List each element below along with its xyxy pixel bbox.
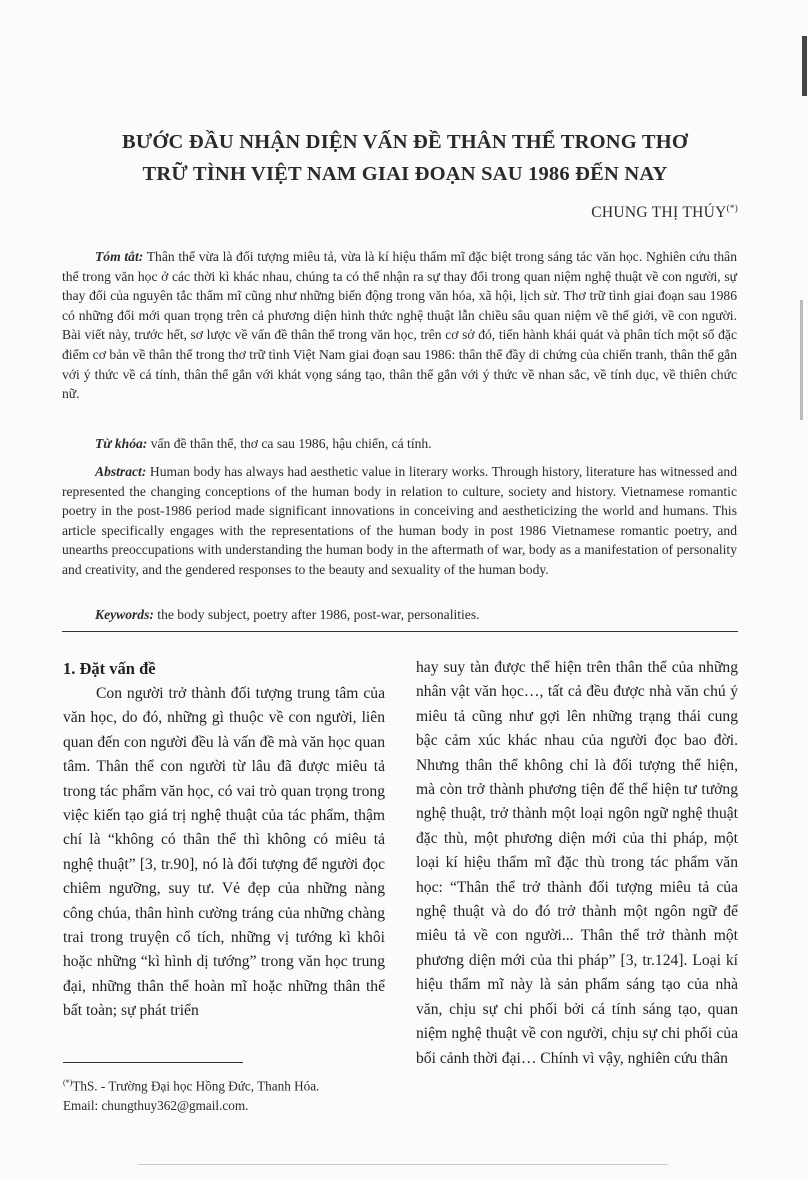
body-paragraph-left: Con người trở thành đối tượng trung tâm của văn học, do đó, những gì thuộc về con người, liên quan đến con người đều là vấn đề mà văn học quan tâm. Thân thể con người từ lâu đã được miêu tả trong tác phẩm văn học, có vai trò quan trọng trong việc kiến tạo giá trị nghệ thuật của tác phẩm, thậm chí là “không có thân thể thì không có miêu tả nghệ thuật” [3, tr.90], nó là đối tượng để người đọc chiêm ngưỡng, suy tư. Vẻ đẹp của những nàng công chúa, thân hình cường tráng của những chàng trai trong truyện cổ tích, những vị tướng kì khôi hoặc những “kì hình dị tướng” trong văn học trung đại, những thân thể hoàn mĩ hoặc những thân thể bất toàn; sự phát triển — [63, 685, 385, 1020]
scan-edge-shadow — [800, 300, 803, 420]
author-name: CHUNG THỊ THÚY — [591, 204, 727, 222]
section-heading: 1. Đặt vấn đề — [63, 659, 156, 678]
section-divider — [62, 631, 738, 632]
body-paragraph-right: hay suy tàn được thể hiện trên thân thể của những nhân vật văn học…, tất cả đều được nhà văn chú ý miêu tả cũng như gợi lên những trạng thái cung bậc cảm xúc khác nhau của người đọc bao đời. Nhưng thân thể không chỉ là đối tượng thể hiện, mà còn trở thành phương tiện để thể hiện tư tưởng nghệ thuật, trở thành một loại ngôn ngữ nghệ thuật đặc thù, một phương diện mới của thi pháp, một loại kí hiệu thẩm mĩ đặc thù trong tác phẩm văn học: “Thân thể trở thành đối tượng miêu tả của nghệ thuật và do đó trở thành một ngôn ngữ để miêu tả về con người... Thân thể trở thành một phương diện mới của thi pháp” [3, tr.124]. Loại kí hiệu thẩm mĩ này là sản phẩm sáng tạo của nhà văn, chịu sự chi phối bởi cá tính sáng tạo, quan niệm nghệ thuật về con người, chịu sự chi phối của bối cảnh thời đại… Chính vì vậy, nghiên cứu thân — [416, 659, 738, 1067]
footnote — [63, 1073, 393, 1115]
vn-keywords-text: vấn đề thân thể, thơ ca sau 1986, hậu chiến, cá tính. — [147, 436, 432, 451]
footnote-mark: (*) — [63, 1078, 73, 1087]
author-footnote-mark: (*) — [726, 203, 738, 213]
title-line-1: BƯỚC ĐẦU NHẬN DIỆN VẤN ĐỀ THÂN THỂ TRONG THƠ — [122, 131, 688, 153]
summary-label: Tóm tắt: — [95, 249, 144, 264]
footnote-line-1: ThS. - Trường Đại học Hồng Đức, Thanh Hóa. — [72, 1078, 320, 1094]
keywords-label: Keywords: — [95, 607, 154, 622]
page-bottom-rule — [138, 1164, 668, 1165]
body-column-right — [416, 656, 738, 1071]
english-abstract — [62, 462, 737, 580]
abstract-text: Human body has always had aesthetic value in literary works. Through history, literature has witnessed and represented the changing conceptions of the human body in relation to culture, society and history. Vietnamese romantic poetry in the post-1986 period made significant innovations in conceiving and aestheticizing the world and humans. This article specifically engages with the representations of the human body in post 1986 Vietnamese romantic poetry, and unearths preoccupations with understanding the human body in the aftermath of war, body as a manifestation of personality and creativity, and the gendered responses to the beauty and sexuality of the human body. — [62, 464, 737, 577]
scan-edge-mark — [802, 36, 807, 96]
summary-text: Thân thể vừa là đối tượng miêu tả, vừa là kí hiệu thẩm mĩ đặc biệt trong sáng tác văn học. Nghiên cứu thân thể trong văn học ở các thời kì khác nhau, chúng ta có thể nhận ra sự thay đổi trong quan niệm nghệ thuật về con người, sự thay đổi của nguyên tắc thẩm mĩ cũng như những biến động trong văn hóa, xã hội, lịch sử. Thơ trữ tình giai đoạn sau 1986 có những đổi mới quan trọng trên cả phương diện hình thức nghệ thuật lẫn chiều sâu quan niệm về thế giới, về con người. Bài viết này, trước hết, sơ lược về vấn đề thân thể trong văn học, trên cơ sở đó, tiến hành khái quát và phân tích một số đặc điểm cơ bản về thân thể trong thơ trữ tình Việt Nam giai đoạn sau 1986: thân thể đầy di chứng của chiến tranh, thân thể gắn với ý thức về cá tính, thân thể gắn với khát vọng sáng tạo, thân thể gắn với ý thức về nhan sắc, về tính dục, về thiên chức nữ. — [62, 249, 738, 402]
vn-summary — [62, 247, 737, 404]
vn-keywords-label: Từ khóa: — [95, 436, 148, 451]
abstract-label: Abstract: — [95, 464, 147, 479]
footnote-line-2: Email: chungthuy362@gmail.com. — [63, 1097, 249, 1113]
author-line — [591, 203, 738, 222]
article-title — [60, 126, 750, 190]
vn-keywords — [62, 434, 737, 454]
title-line-2: TRỮ TÌNH VIỆT NAM GIAI ĐOẠN SAU 1986 ĐẾN NAY — [142, 163, 668, 185]
english-keywords — [62, 605, 737, 625]
keywords-text: the body subject, poetry after 1986, post-war, personalities. — [153, 607, 480, 622]
footnote-affiliation — [63, 1073, 393, 1096]
footnote-rule — [63, 1062, 243, 1063]
body-column-left — [63, 656, 385, 1024]
